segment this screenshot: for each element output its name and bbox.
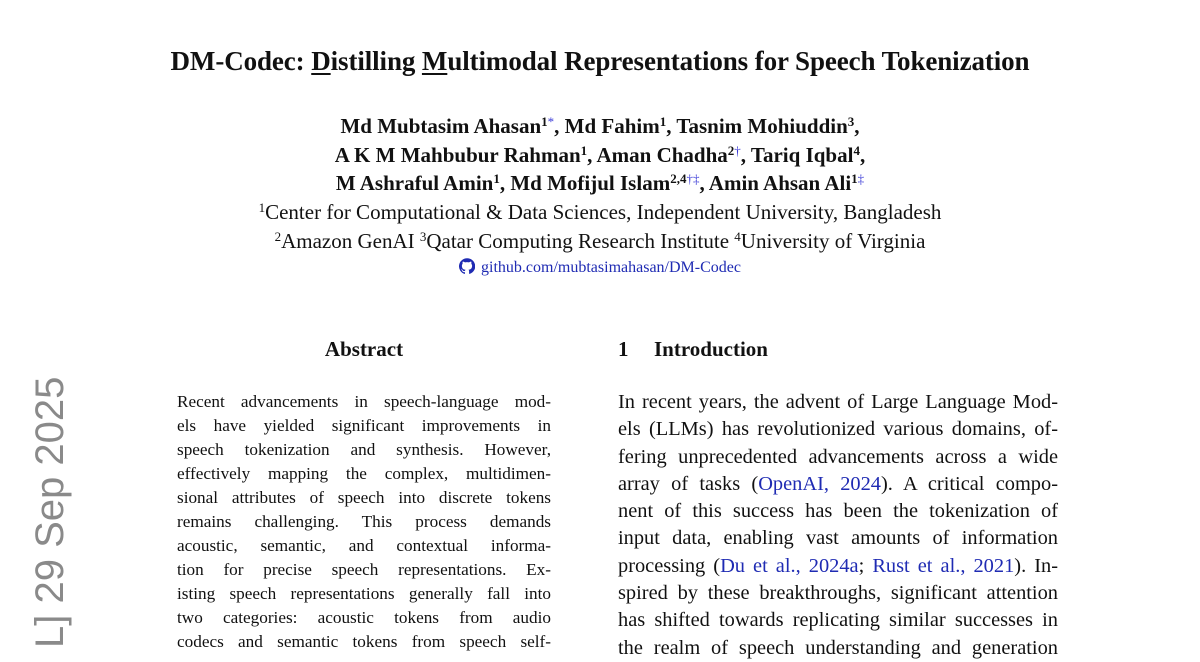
title-underlined-m: M <box>421 46 448 76</box>
author-affil-sup: 1 <box>659 114 667 129</box>
author-line <box>0 169 1200 198</box>
abstract-line: effectively mapping the complex, multidimen- <box>177 464 551 483</box>
intro-line <box>618 607 1058 634</box>
author-separator: , <box>499 171 511 195</box>
intro-line <box>618 580 1058 607</box>
abstract-line: speech tokenization and synthesis. However, <box>177 440 551 459</box>
author-affil-sup: 4 <box>853 142 860 158</box>
author-separator: , <box>859 142 866 167</box>
abstract-body <box>177 390 551 654</box>
author-name: Amin Ahsan Ali <box>708 171 852 195</box>
section-number: 1 <box>618 337 629 361</box>
author-separator: , <box>740 142 751 167</box>
author-separator: , <box>554 114 565 138</box>
abstract-line: remains challenging. This process demands <box>177 512 551 531</box>
intro-text: the realm of speech understanding and generation <box>618 636 1058 659</box>
abstract-line: two categories: acoustic tokens from audio <box>177 608 551 627</box>
arxiv-side-stamp: L] 29 Sep 2025 <box>28 376 72 648</box>
intro-text: ; <box>858 554 873 577</box>
intro-text: fering unprecedented advancements across a wide <box>618 445 1058 468</box>
affiliation-line-1: $^1$Center for Computational & Data Sciences, Independent University, Bangladesh <box>258 200 942 224</box>
intro-line <box>618 553 1058 580</box>
intro-text: In recent years, the advent of Large Language Mod- <box>618 391 1058 413</box>
intro-line <box>618 525 1058 552</box>
author-list <box>0 112 1200 198</box>
author-separator: , <box>854 114 860 138</box>
intro-line <box>618 635 1058 662</box>
author-note-mark[interactable]: †‡ <box>686 171 700 186</box>
intro-heading <box>618 337 768 362</box>
author-affil-sup: 1 <box>851 171 858 186</box>
abstract-line: isting speech representations generally fall into <box>177 584 551 603</box>
author-name: Aman Chadha <box>596 142 728 167</box>
author-name: M Ashraful Amin <box>335 171 494 195</box>
citation-link[interactable]: Du et al., 2024a <box>720 554 859 577</box>
author-name: A K M Mahbubur Rahman <box>334 142 581 167</box>
abstract-line: codecs and semantic tokens from speech self- <box>177 632 551 651</box>
intro-text: processing ( <box>618 554 721 577</box>
repo-link[interactable]: github.com/mubtasimahasan/DM-Codec <box>481 259 741 276</box>
intro-text: nent of this success has been the tokenization of <box>618 500 1058 523</box>
title-prefix: DM-Codec: <box>170 46 312 76</box>
author-name: Md Fahim <box>564 114 660 138</box>
intro-line <box>618 498 1058 525</box>
paper-title <box>0 46 1200 77</box>
abstract-line: els have yielded significant improvements in <box>177 416 551 435</box>
intro-text: input data, enabling vast amounts of information <box>618 527 1058 550</box>
title-underlined-d: D <box>311 46 331 76</box>
author-line <box>0 141 1200 170</box>
intro-line <box>618 416 1058 443</box>
author-name: Md Mubtasim Ahasan <box>340 114 542 138</box>
author-affil-sup: 2 <box>727 142 735 158</box>
intro-text: els (LLMs) has revolutionized various domains, of- <box>618 418 1058 441</box>
author-name: Md Mofijul Islam <box>510 171 671 195</box>
author-note-mark[interactable]: * <box>547 114 555 129</box>
intro-text: has shifted towards replicating similar successes in <box>618 609 1058 632</box>
repo-link-row <box>0 258 1200 279</box>
abstract-line: acoustic, semantic, and contextual informa- <box>177 536 551 555</box>
author-note-mark[interactable]: ‡ <box>857 171 865 186</box>
abstract-line: Recent advancements in speech-language mod- <box>177 392 551 411</box>
author-affil-sup: 2,4 <box>670 171 687 186</box>
author-separator: , <box>587 142 597 167</box>
abstract-line: sional attributes of speech into discrete tokens <box>177 488 551 507</box>
intro-line <box>618 389 1058 416</box>
author-affil-sup: 3 <box>847 114 855 129</box>
intro-text: array of tasks ( <box>618 472 759 495</box>
author-affil-sup: 1 <box>541 114 548 129</box>
author-line <box>0 112 1200 141</box>
author-name: Tasnim Mohiuddin <box>676 114 848 138</box>
intro-text: spired by these breakthroughs, significant attention <box>618 582 1058 605</box>
intro-text: ). In- <box>1014 554 1058 577</box>
author-separator: , <box>699 171 709 195</box>
citation-link[interactable]: OpenAI, 2024 <box>758 472 881 495</box>
intro-body <box>618 389 1058 662</box>
author-affil-sup: 1 <box>580 142 588 158</box>
author-separator: , <box>666 114 677 138</box>
citation-link[interactable]: Rust et al., 2021 <box>872 554 1015 577</box>
author-affil-sup: 1 <box>493 171 500 186</box>
author-note-mark[interactable]: † <box>734 142 741 158</box>
intro-line <box>618 471 1058 498</box>
affiliations <box>0 198 1200 255</box>
author-name: Tariq Iqbal <box>750 142 854 167</box>
abstract-line: tion for precise speech representations. Ex- <box>177 560 551 579</box>
github-icon <box>459 258 475 279</box>
affiliation-line-2: $^2$Amazon GenAI $^3$Qatar Computing Research Institute $^4$University of Virginia <box>274 228 926 253</box>
intro-line <box>618 444 1058 471</box>
section-title: Introduction <box>654 337 768 361</box>
abstract-heading: Abstract <box>324 337 404 361</box>
title-word2: istilling <box>330 46 422 76</box>
intro-text: ). A critical compo- <box>881 472 1058 495</box>
title-rest: ultimodal Representations for Speech Tokenization <box>447 46 1030 76</box>
